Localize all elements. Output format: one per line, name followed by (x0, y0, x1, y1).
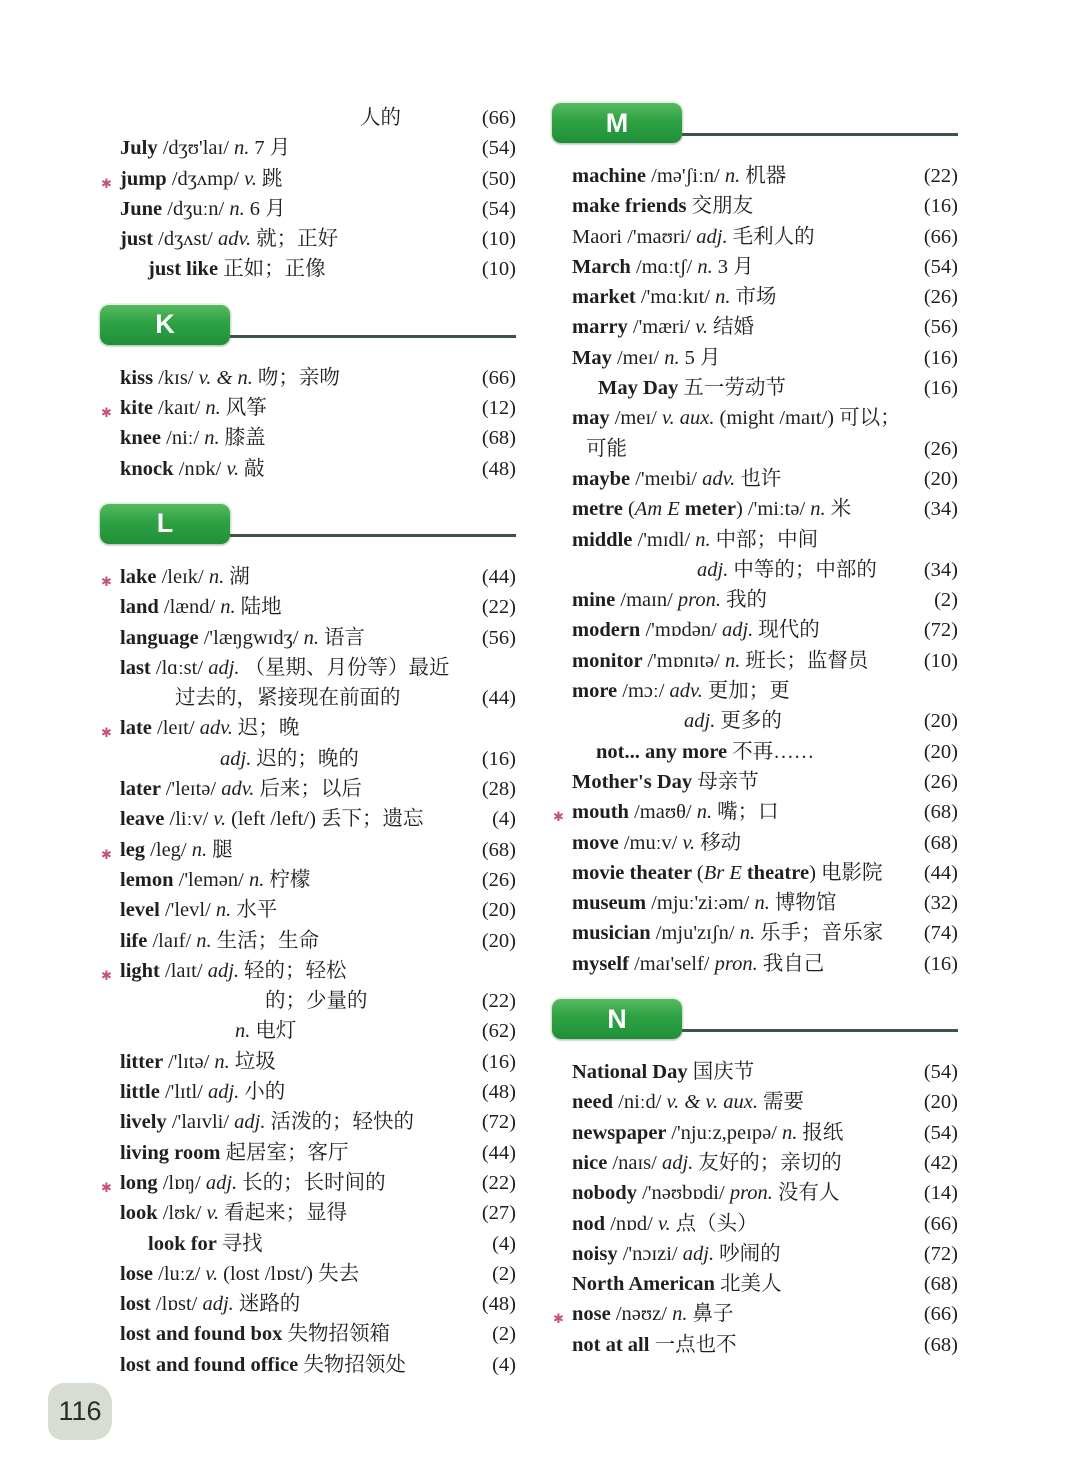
entry-text: little /'lɪtl/ adj. 小的 (120, 1081, 286, 1104)
glossary-entry-line (100, 713, 516, 743)
glossary-entry-line (100, 986, 516, 1016)
glossary-entry-line (552, 434, 958, 464)
page-ref: (20) (923, 740, 958, 763)
key-word-asterisk: ✱ (101, 847, 112, 863)
entry-text: lost and found box 失物招领箱 (120, 1323, 390, 1346)
page-ref: (68) (481, 427, 516, 450)
entry-text: not at all 一点也不 (572, 1333, 737, 1356)
glossary-entry-line (100, 393, 516, 423)
key-word-asterisk: ✱ (101, 406, 112, 422)
glossary-entry-line (552, 706, 958, 736)
glossary-entry-line (100, 254, 516, 284)
glossary-entry-line (552, 343, 958, 373)
page-number: 116 (58, 1396, 102, 1426)
glossary-entry-line (552, 615, 958, 645)
entry-text: museum /mjuː'ziːəm/ n. 博物馆 (572, 892, 837, 915)
entry-text: lose /luːz/ v. (lost /lɒst/) 失去 (120, 1262, 360, 1285)
page-ref: (4) (492, 1232, 516, 1255)
entry-text: long /lɒŋ/ adj. 长的；长时间的 (120, 1171, 386, 1194)
entry-text: more /mɔː/ adv. 更加；更 (572, 680, 790, 703)
glossary-entry-line (552, 949, 958, 979)
page-ref: (54) (923, 1061, 958, 1084)
glossary-entry-line (100, 865, 516, 895)
page-ref: (44) (923, 861, 958, 884)
entry-text: July /dʒʊ'laɪ/ n. 7 月 (120, 137, 291, 160)
entry-text: maybe /'meɪbi/ adv. 也许 (572, 467, 782, 490)
glossary-entry-line (552, 767, 958, 797)
page-ref: (68) (923, 1333, 958, 1356)
entry-text: adj. 迟的；晚的 (220, 747, 359, 770)
page-ref: (66) (923, 1212, 958, 1235)
page-ref: (68) (481, 838, 516, 861)
entry-text: adj. 中等的；中部的 (697, 558, 877, 581)
entry-text: knock /nɒk/ v. 敲 (120, 457, 265, 480)
entry-text: late /leɪt/ adv. 迟；晚 (120, 717, 300, 740)
entry-text: May /meɪ/ n. 5 月 (572, 346, 721, 369)
entry-text: kiss /kɪs/ v. & n. 吻；亲吻 (120, 366, 340, 389)
glossary-entry-line (100, 956, 516, 986)
entry-text: life /laɪf/ n. 生活；生命 (120, 929, 320, 952)
glossary-entry-line (100, 926, 516, 956)
glossary-entry-line (552, 737, 958, 767)
section-letter-badge (100, 305, 230, 345)
glossary-entry-line (100, 133, 516, 163)
glossary-entry-line (100, 1047, 516, 1077)
page-ref: (34) (923, 498, 958, 521)
page-ref: (66) (923, 225, 958, 248)
glossary-entry-line (552, 1330, 958, 1360)
page-ref: (14) (923, 1182, 958, 1205)
page-ref: (22) (481, 596, 516, 619)
entry-text: later /'leɪtə/ adv. 后来；以后 (120, 778, 362, 801)
page-ref: (2) (492, 1323, 516, 1346)
glossary-entry-line (100, 592, 516, 622)
section-letter-badge (552, 103, 682, 143)
section-header-N (552, 999, 958, 1039)
glossary-entry-line (100, 363, 516, 393)
page-ref: (16) (923, 377, 958, 400)
page-ref: (26) (923, 770, 958, 793)
page-ref: (44) (481, 687, 516, 710)
page-ref: (32) (923, 892, 958, 915)
page-ref: (72) (923, 619, 958, 642)
entry-text: leave /liːv/ v. (left /left/) 丢下；遗忘 (120, 808, 424, 831)
glossary-entry-line (552, 494, 958, 524)
glossary-entry-line (552, 585, 958, 615)
page-ref: (68) (923, 801, 958, 824)
section-letter: K (155, 309, 175, 340)
entry-text: level /'levl/ n. 水平 (120, 899, 278, 922)
glossary-column-1 (100, 103, 516, 1380)
section-letter: N (607, 1003, 627, 1034)
glossary-entry-line (552, 403, 958, 433)
glossary-entry-line (552, 1087, 958, 1117)
page-ref: (22) (481, 1171, 516, 1194)
page-ref: (72) (923, 1242, 958, 1265)
page-ref: (2) (492, 1262, 516, 1285)
glossary-entry-line (100, 164, 516, 194)
glossary-entry-line (552, 464, 958, 494)
glossary-entry-line (100, 835, 516, 865)
entry-text: just like 正如；正像 (148, 258, 326, 281)
page-ref: (20) (481, 929, 516, 952)
entry-text: monitor /'mɒnɪtə/ n. 班长；监督员 (572, 649, 869, 672)
entry-text: 过去的，紧接现在前面的 (175, 687, 401, 710)
section-letter-badge (100, 504, 230, 544)
glossary-entry-line (100, 194, 516, 224)
entry-text: lost and found office 失物招领处 (120, 1353, 406, 1376)
page-ref: (16) (481, 1050, 516, 1073)
page-ref: (16) (923, 195, 958, 218)
page-ref: (54) (923, 1121, 958, 1144)
glossary-entry-line (552, 191, 958, 221)
entry-text: lake /leɪk/ n. 湖 (120, 565, 250, 588)
entry-text: newspaper /'njuːz,peɪpə/ n. 报纸 (572, 1121, 844, 1144)
key-word-asterisk: ✱ (101, 176, 112, 192)
key-word-asterisk: ✱ (101, 574, 112, 590)
glossary-entry-line (552, 252, 958, 282)
page-ref: (10) (481, 258, 516, 281)
page-ref: (28) (481, 778, 516, 801)
entry-text: may /meɪ/ v. aux. (might /maɪt/) 可以； (572, 407, 901, 430)
page-ref: (62) (481, 1020, 516, 1043)
entry-text: need /niːd/ v. & v. aux. 需要 (572, 1091, 804, 1114)
entry-text: nobody /'nəʊbɒdi/ pron. 没有人 (572, 1182, 840, 1205)
glossary-entry-line (552, 1209, 958, 1239)
entry-text: light /laɪt/ adj. 轻的；轻松 (120, 959, 347, 982)
page-ref: (44) (481, 1141, 516, 1164)
page-ref: (4) (492, 1353, 516, 1376)
entry-text: March /mɑːtʃ/ n. 3 月 (572, 255, 754, 278)
glossary-entry-line (100, 1350, 516, 1380)
glossary-entry-line (100, 224, 516, 254)
glossary-entry-line (552, 1269, 958, 1299)
page-ref: (12) (481, 397, 516, 420)
entry-text: machine /mə'ʃiːn/ n. 机器 (572, 165, 787, 187)
page-ref: (20) (923, 710, 958, 733)
page-ref: (50) (481, 167, 516, 190)
entry-text: June /dʒuːn/ n. 6 月 (120, 197, 286, 220)
glossary-entry-line (100, 562, 516, 592)
entry-text: movie theater (Br E theatre) 电影院 (572, 861, 883, 884)
key-word-asterisk: ✱ (101, 1180, 112, 1196)
entry-text: move /muːv/ v. 移动 (572, 831, 742, 854)
glossary-entry-line (552, 1057, 958, 1087)
section-header-K (100, 305, 516, 345)
page-ref: (2) (934, 589, 958, 612)
entry-text: nod /nɒd/ v. 点（头） (572, 1212, 758, 1235)
page-ref: (42) (923, 1151, 958, 1174)
entry-text: look /lʊk/ v. 看起来；显得 (120, 1202, 348, 1225)
glossary-entry-line (100, 683, 516, 713)
section-rule (230, 534, 516, 537)
glossary-entry-line (100, 744, 516, 774)
page-ref: (22) (923, 165, 958, 187)
entry-text: land /lænd/ n. 陆地 (120, 596, 282, 619)
page-ref: (22) (481, 990, 516, 1013)
key-word-asterisk: ✱ (101, 968, 112, 984)
entry-text: kite /kaɪt/ n. 风筝 (120, 397, 267, 420)
entry-text: Maori /'maʊri/ adj. 毛利人的 (572, 225, 815, 248)
glossary-entry-line (100, 1229, 516, 1259)
page-ref: (27) (481, 1202, 516, 1225)
entry-text: look for 寻找 (148, 1232, 263, 1255)
entry-text: not... any more 不再…… (596, 740, 815, 763)
entry-text: knee /niː/ n. 膝盖 (120, 427, 266, 450)
page-ref: (10) (481, 228, 516, 251)
key-word-asterisk: ✱ (553, 1312, 564, 1328)
glossary-entry-line (100, 895, 516, 925)
page-ref: (66) (481, 366, 516, 389)
glossary-entry-line (552, 1178, 958, 1208)
section-header-M (552, 103, 958, 143)
glossary-entry-line (100, 1319, 516, 1349)
glossary-column-2 (552, 103, 958, 1380)
glossary-entry-line (552, 312, 958, 342)
glossary-entry-line (100, 774, 516, 804)
entry-text: North American 北美人 (572, 1273, 782, 1296)
glossary-entry-line (552, 282, 958, 312)
page-ref: (10) (923, 649, 958, 672)
entry-text: litter /'lɪtə/ n. 垃圾 (120, 1050, 276, 1073)
glossary-entry-line (100, 423, 516, 453)
glossary-entry-line (552, 858, 958, 888)
page-ref: (48) (481, 1081, 516, 1104)
page-ref: (66) (923, 1303, 958, 1326)
section-rule (682, 1029, 958, 1032)
glossary-entry-line (552, 373, 958, 403)
page-ref: (26) (923, 286, 958, 309)
glossary-entry-line (552, 1148, 958, 1178)
page-ref: (56) (923, 316, 958, 339)
glossary-entry-line (100, 623, 516, 653)
entry-text: just /dʒʌst/ adv. 就；正好 (120, 228, 339, 251)
entry-text: middle /'mɪdl/ n. 中部；中间 (572, 528, 819, 551)
entry-text: 可能 (586, 437, 627, 460)
page-ref: (66) (481, 107, 516, 129)
page-ref: (16) (923, 346, 958, 369)
entry-text: 人的 (360, 107, 401, 129)
glossary-entry-line (100, 1198, 516, 1228)
page-ref: (20) (923, 467, 958, 490)
page-ref: (34) (923, 558, 958, 581)
entry-text: National Day 国庆节 (572, 1061, 755, 1084)
entry-text: living room 起居室；客厅 (120, 1141, 349, 1164)
page-ref: (26) (481, 868, 516, 891)
glossary-entry-line (100, 1259, 516, 1289)
page-ref: (4) (492, 808, 516, 831)
entry-text: nose /nəʊz/ n. 鼻子 (572, 1303, 734, 1326)
page-ref: (20) (481, 899, 516, 922)
glossary-entry-line (100, 653, 516, 683)
glossary-entry-line (552, 828, 958, 858)
entry-text: marry /'mæri/ v. 结婚 (572, 316, 754, 339)
glossary-entry-line (552, 1239, 958, 1269)
page-ref: (20) (923, 1091, 958, 1114)
glossary-entry-line (100, 804, 516, 834)
entry-text: modern /'mɒdən/ adj. 现代的 (572, 619, 820, 642)
glossary-entry-line (552, 797, 958, 827)
section-rule (682, 133, 958, 136)
page-ref: (16) (923, 952, 958, 975)
glossary-entry-line (100, 1138, 516, 1168)
entry-text: May Day 五一劳动节 (598, 377, 786, 400)
glossary-entry-line (100, 1077, 516, 1107)
entry-text: market /'mɑːkɪt/ n. 市场 (572, 286, 777, 309)
glossary-entry-line (552, 525, 958, 555)
entry-text: n. 电灯 (235, 1020, 297, 1043)
entry-text: musician /mju'zɪʃn/ n. 乐手；音乐家 (572, 922, 884, 945)
entry-text: last /lɑːst/ adj. （星期、月份等）最近 (120, 656, 450, 679)
page-ref: (54) (481, 197, 516, 220)
glossary-entry-line (100, 103, 516, 133)
glossary-entry-line (100, 1289, 516, 1319)
glossary-entry-line (552, 888, 958, 918)
entry-text: jump /dʒʌmp/ v. 跳 (120, 167, 283, 190)
page-ref: (74) (923, 922, 958, 945)
section-rule (230, 335, 516, 338)
glossary-entry-line (552, 1299, 958, 1329)
entry-text: lively /'laɪvli/ adj. 活泼的；轻快的 (120, 1111, 414, 1134)
glossary-entry-line (552, 1118, 958, 1148)
entry-text: Mother's Day 母亲节 (572, 770, 759, 793)
entry-text: myself /maɪ'self/ pron. 我自己 (572, 952, 825, 975)
glossary-entry-line (100, 454, 516, 484)
glossary-entry-line (100, 1168, 516, 1198)
section-letter-badge (552, 999, 682, 1039)
page-ref: (16) (481, 747, 516, 770)
entry-text: language /'læŋgwɪdʒ/ n. 语言 (120, 626, 365, 649)
page-ref: (54) (923, 255, 958, 278)
glossary-entry-line (552, 646, 958, 676)
glossary-entry-line (552, 918, 958, 948)
section-letter: M (605, 107, 629, 138)
entry-text: lost /lɒst/ adj. 迷路的 (120, 1293, 301, 1316)
entry-text: metre (Am E meter) /'miːtə/ n. 米 (572, 498, 852, 521)
page-ref: (68) (923, 831, 958, 854)
page-ref: (48) (481, 1293, 516, 1316)
key-word-asterisk: ✱ (553, 810, 564, 826)
page-ref: (48) (481, 457, 516, 480)
section-letter: L (156, 508, 174, 539)
page-ref: (72) (481, 1111, 516, 1134)
page-number-badge (48, 1383, 112, 1440)
entry-text: make friends 交朋友 (572, 195, 754, 218)
entry-text: adj. 更多的 (684, 710, 782, 733)
page-ref: (68) (923, 1273, 958, 1296)
page-ref: (44) (481, 565, 516, 588)
glossary-entry-line (552, 555, 958, 585)
entry-text: lemon /'lemən/ n. 柠檬 (120, 868, 311, 891)
glossary-entry-line (100, 1107, 516, 1137)
entry-text: noisy /'nɔɪzi/ adj. 吵闹的 (572, 1242, 781, 1265)
page-ref: (54) (481, 137, 516, 160)
glossary-entry-line (552, 161, 958, 191)
entry-text: leg /leg/ n. 腿 (120, 838, 233, 861)
glossary-entry-line (552, 222, 958, 252)
page-ref: (56) (481, 626, 516, 649)
page-ref: (26) (923, 437, 958, 460)
key-word-asterisk: ✱ (101, 726, 112, 742)
entry-text: mouth /maʊθ/ n. 嘴；口 (572, 801, 779, 824)
entry-text: nice /naɪs/ adj. 友好的；亲切的 (572, 1151, 842, 1174)
entry-text: mine /maɪn/ pron. 我的 (572, 589, 768, 612)
section-header-L (100, 504, 516, 544)
entry-text: 的；少量的 (265, 990, 368, 1013)
glossary-entry-line (552, 676, 958, 706)
glossary-entry-line (100, 1016, 516, 1046)
